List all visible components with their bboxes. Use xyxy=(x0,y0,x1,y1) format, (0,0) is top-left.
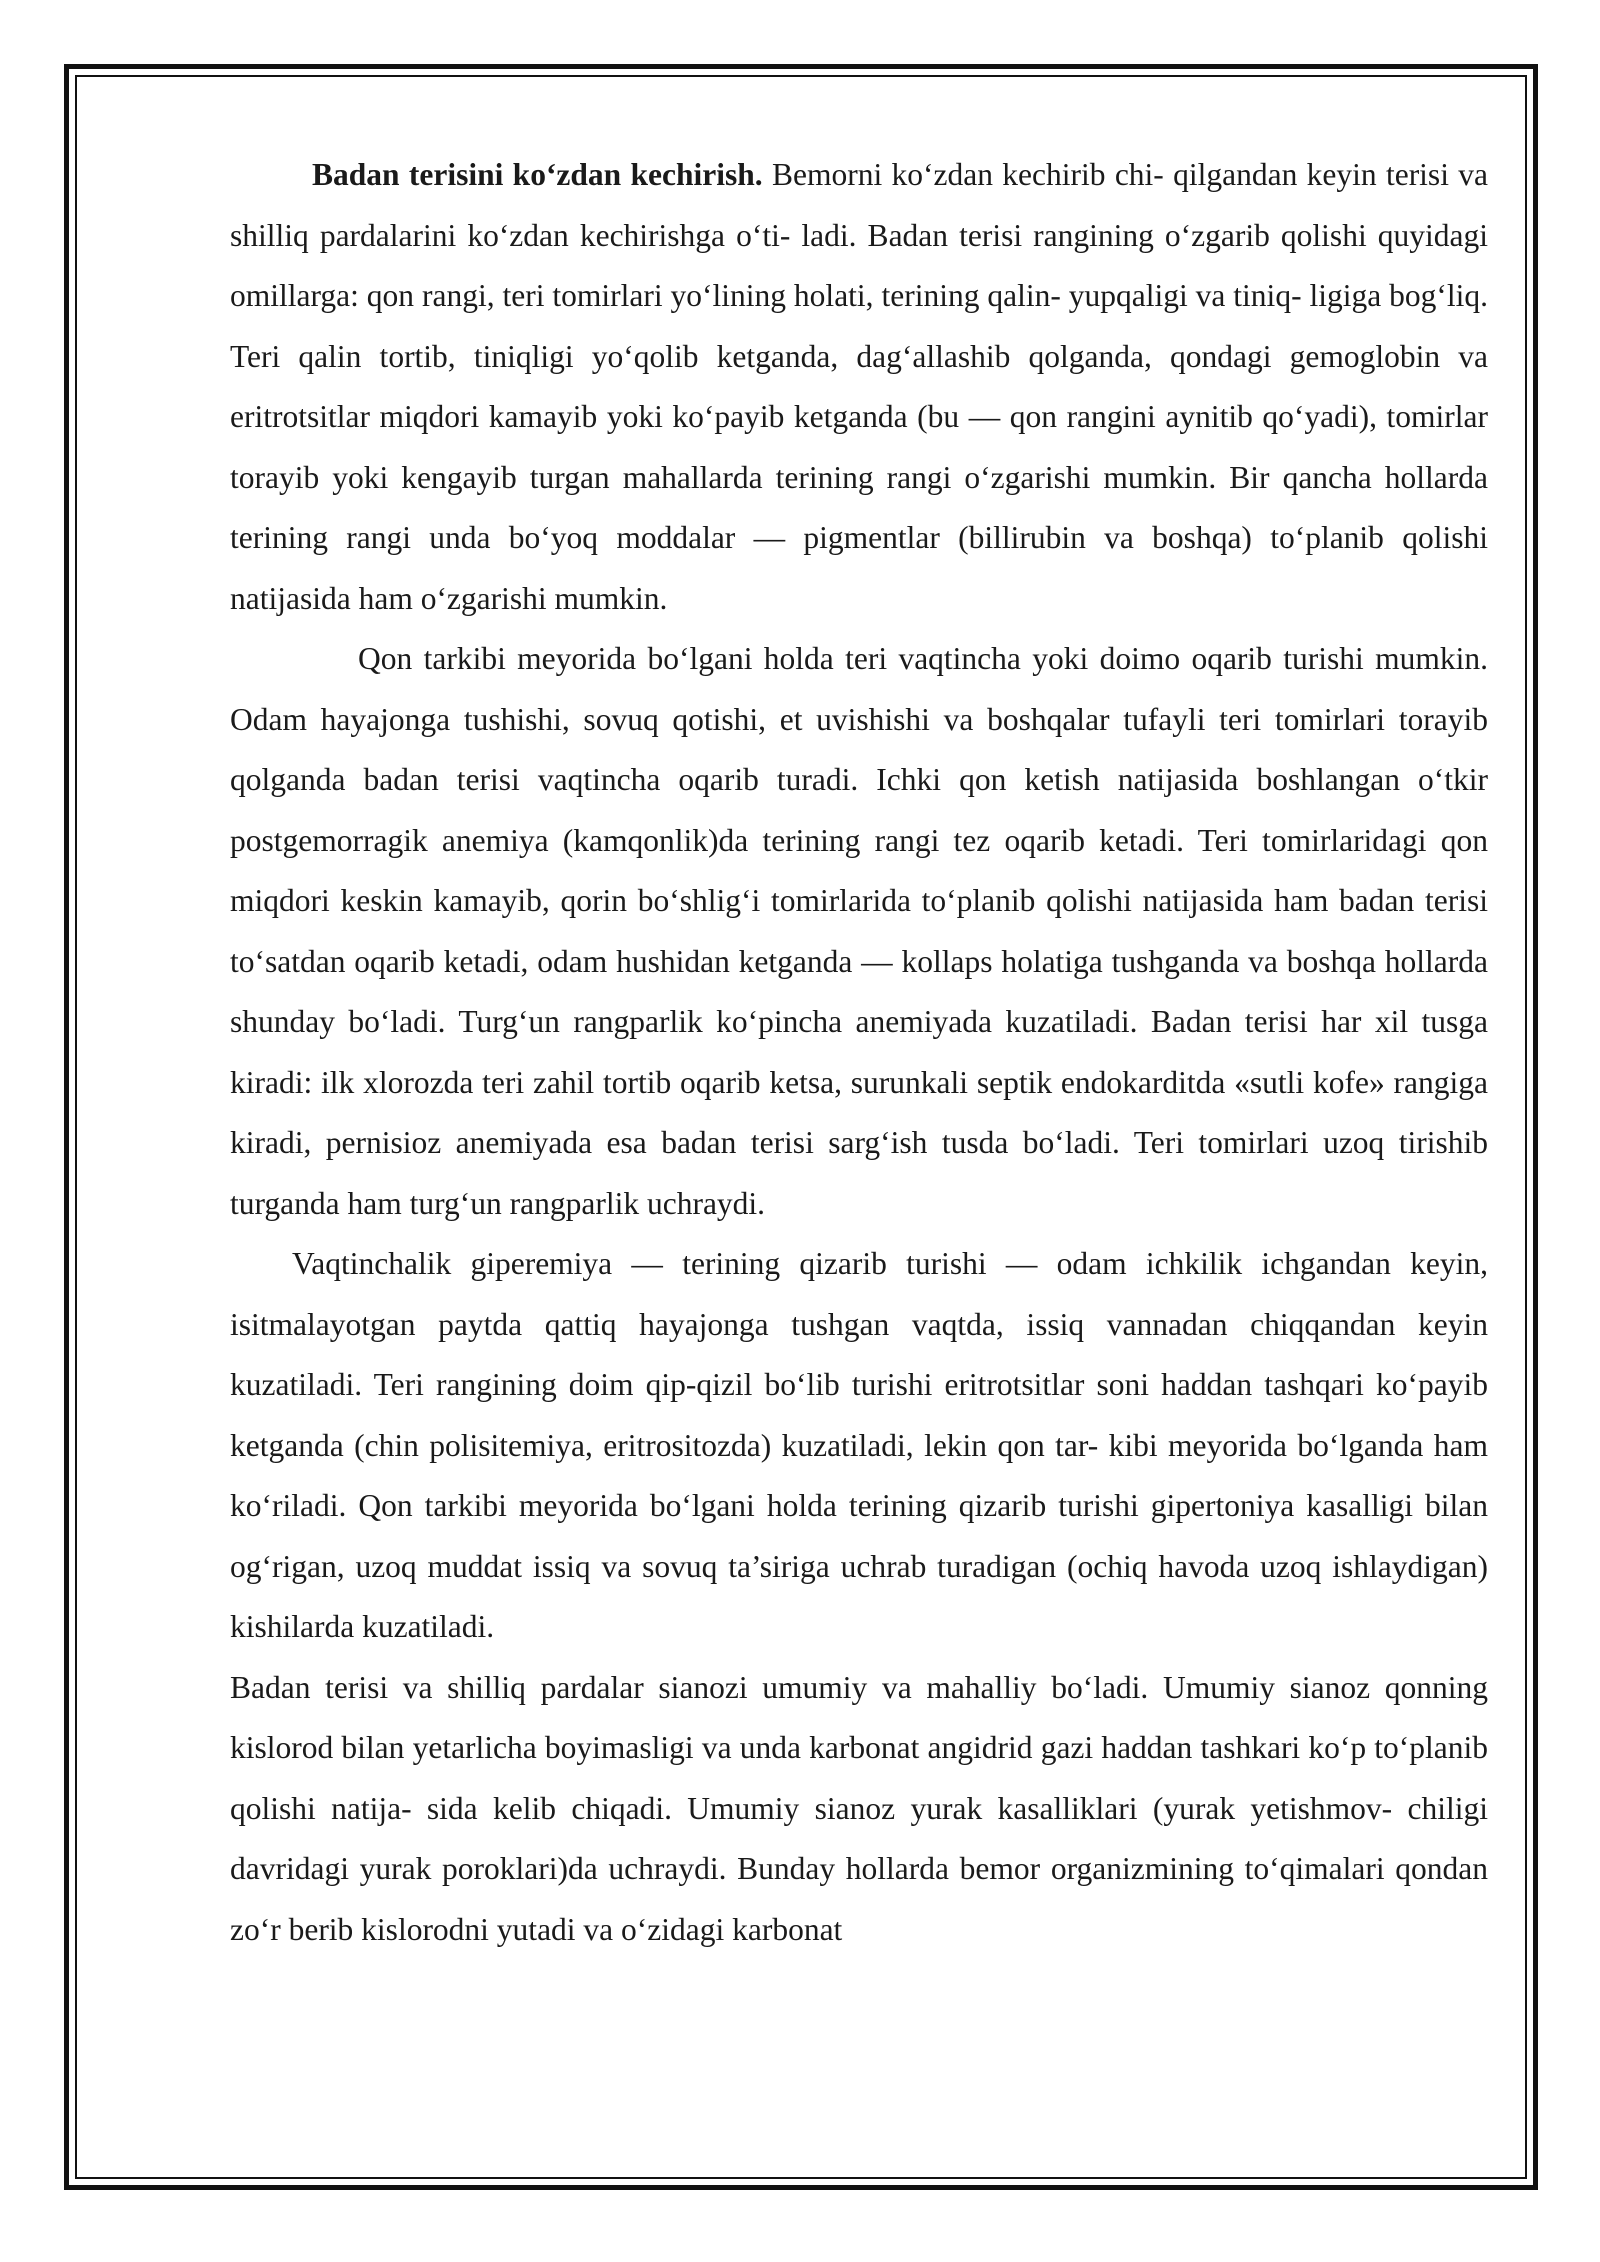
paragraph-skin-inspection xyxy=(230,145,1488,629)
section-heading: Badan terisini koʻzdan kechirish. xyxy=(312,157,763,192)
paragraph-text: Bemorni koʻzdan kechirib chi- qilgandan keyin terisi va shilliq pardalarini koʻzdan kechirishga oʻti- ladi. Badan terisi rangining oʻzgarib qolishi quyidagi omillarga: qon rangi, teri tomirlari yoʻlining holati, terining qalin- yupqaligi va tiniq- ligiga bogʻliq. Teri qalin tortib, tiniqligi yoʻqolib ketganda, dagʻallashib qolganda, qondagi gemoglobin va eritrotsitlar miqdori kamayib yoki koʻpayib ketganda (bu — qon rangini aynitib qoʻyadi), tomirlar torayib yoki kengayib turgan mahallarda terining rangi oʻzgarishi mumkin. Bir qancha hollarda terining rangi unda boʻyoq moddalar — pigmentlar (billirubin va boshqa) toʻplanib qolishi natijasida ham oʻzgarishi mumkin. xyxy=(230,157,1488,616)
paragraph-cyanosis: Badan terisi va shilliq pardalar sianozi umumiy va mahalliy boʻladi. Umumiy sianoz qonning kislorod bilan yetarlicha boyimasligi va unda karbonat angidrid gazi haddan tashkari koʻp toʻplanib qolishi natija- sida kelib chiqadi. Umumiy sianoz yurak kasalliklari (yurak yetishmov- chiligi davridagi yurak poroklari)da uchraydi. Bunday hollarda bemor organizmining toʻqimalari qondan zoʻr berib kislorodni yutadi va oʻzidagi karbonat xyxy=(230,1669,1488,1947)
paragraph-hyperemia: Vaqtinchalik giperemiya — terining qizarib turishi — odam ichkilik ichgandan keyin, isitmalayotgan paytda qattiq hayajonga tushgan vaqtda, issiq vannadan chiqqandan keyin kuzatiladi. Teri rangining doim qip-qizil boʻlib turishi eritrotsitlar soni haddan tashqari koʻpayib ketganda (chin polisitemiya, eritrositozda) kuzatiladi, lekin qon tar- kibi meyorida boʻlganda ham koʻriladi. Qon tarkibi meyorida boʻlgani holda terining qizarib turishi gipertoniya kasalligi bilan ogʻrigan, uzoq muddat issiq va sovuq ta’siriga uchrab turadigan (ochiq havoda uzoq ishlaydigan) kishilarda kuzatiladi. xyxy=(230,1246,1488,1644)
paragraph-pallor: Qon tarkibi meyorida boʻlgani holda teri vaqtincha yoki doimo oqarib turishi mumkin. Odam hayajonga tushishi, sovuq qotishi, et uvishishi va boshqalar tufayli teri tomirlari torayib qolganda badan terisi vaqtincha oqarib turadi. Ichki qon ketish natijasida boshlangan oʻtkir postgemorragik anemiya (kamqonlik)da terining rangi tez oqarib ketadi. Teri tomirlaridagi qon miqdori keskin kamayib, qorin boʻshligʻi tomirlarida toʻplanib qolishi natijasida ham badan terisi toʻsatdan oqarib ketadi, odam hushidan ketganda — kollaps holatiga tushganda va boshqa hollarda shunday boʻladi. Turgʻun rangparlik koʻpincha anemiyada kuzatiladi. Badan terisi har xil tusga kiradi: ilk xlorozda teri zahil tortib oqarib ketsa, surunkali septik endokarditda «sutli kofe» rangiga kiradi, pernisioz anemiyada esa badan terisi sargʻish tusda boʻladi. Teri tomirlari uzoq tirishib turganda ham turgʻun rangparlik uchraydi. xyxy=(230,641,1488,1221)
document-body xyxy=(230,145,1488,1960)
